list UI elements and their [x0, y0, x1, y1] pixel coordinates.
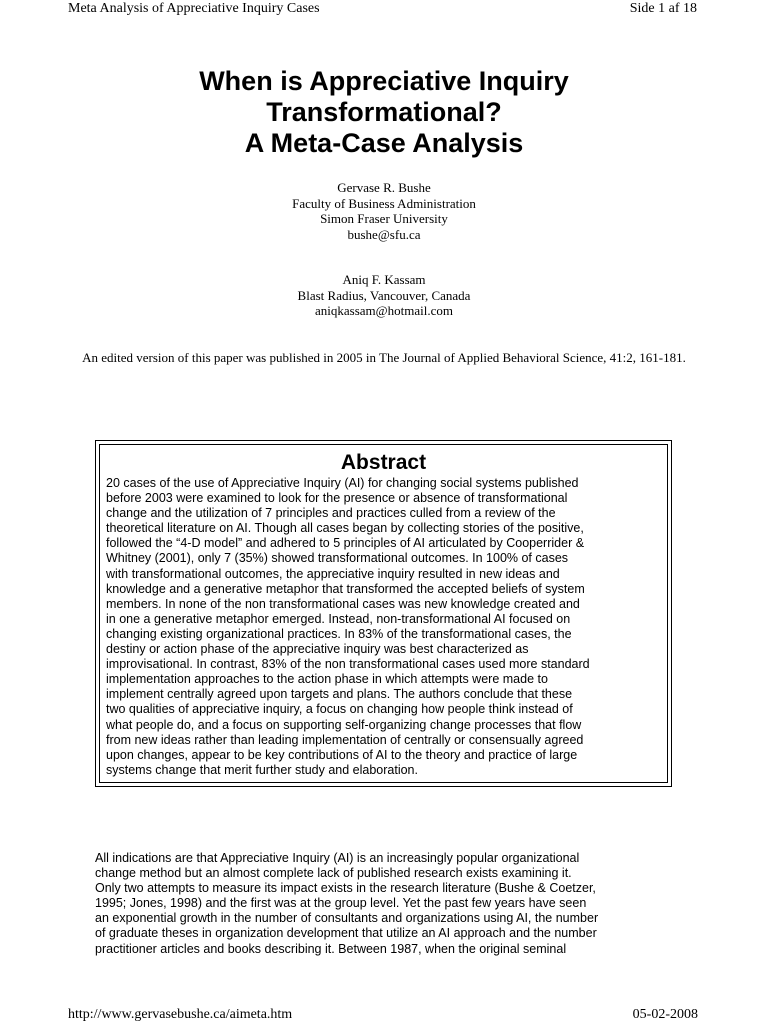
author-affiliation: Blast Radius, Vancouver, Canada [297, 287, 471, 303]
abstract-line: 20 cases of the use of Appreciative Inquiry (AI) for changing social systems published [106, 476, 579, 490]
intro-line: All indications are that Appreciative Inquiry (AI) is an increasingly popular organizational [95, 851, 580, 865]
author-affiliation: Faculty of Business Administration [292, 195, 476, 211]
abstract-line: implementation approaches to the action phase in which attempts were made to [106, 672, 548, 687]
intro-line: practitioner articles and books describing it. Between 1987, when the original seminal [95, 941, 567, 956]
author-email: bushe@sfu.ca [347, 226, 421, 242]
abstract-line: from new ideas rather than leading implementation of centrally or consensually agreed [106, 732, 584, 747]
abstract-line: theoretical literature on AI. Though all cases began by collecting stories of the positive, [106, 521, 584, 536]
abstract-line: systems change that merit further study and elaboration. [106, 762, 418, 777]
abstract-line: change and the utilization of 7 principles and practices culled from a review of the [106, 506, 556, 521]
abstract-line: with transformational outcomes, the appreciative inquiry resulted in new ideas and [106, 566, 560, 581]
abstract-line: improvisational. In contrast, 83% of the non transformational cases used more standard [106, 657, 590, 672]
author-block-1 [0, 180, 768, 242]
running-header-title: Meta Analysis of Appreciative Inquiry Cases [68, 1, 320, 16]
abstract-line: before 2003 were examined to look for the presence or absence of transformational [106, 491, 568, 506]
abstract-text [106, 476, 666, 778]
author-name: Aniq F. Kassam [342, 272, 426, 287]
intro-line: 1995; Jones, 1998) and the first was at the group level. Yet the past few years have seen [95, 896, 587, 911]
paper-title [0, 66, 768, 159]
abstract-line: two qualities of appreciative inquiry, a focus on changing how people think instead of [106, 702, 573, 717]
intro-line: an exponential growth in the number of consultants and organizations using AI, the number [95, 911, 599, 926]
author-email: aniqkassam@hotmail.com [315, 303, 453, 318]
intro-line: change method but an almost complete lack of published research exists examining it. [95, 866, 572, 881]
abstract-line: implement centrally agreed upon targets and plans. The authors conclude that these [106, 687, 573, 702]
abstract-line: followed the “4-D model” and adhered to 5 principles of AI articulated by Cooperrider & [106, 536, 585, 551]
intro-line: of graduate theses in organization development that utilize an AI approach and the number [95, 926, 597, 941]
abstract-line: knowledge and a generative metaphor that transformed the accepted beliefs of system [106, 581, 585, 596]
abstract-line: in one a generative metaphor emerged. Instead, non-transformational AI focused on [106, 611, 571, 626]
page-number-label: Side 1 af 18 [629, 1, 697, 16]
intro-line: Only two attempts to measure its impact exists in the research literature (Bushe & Coetzer, [95, 881, 596, 896]
abstract-line: Whitney (2001), only 7 (35%) showed transformational outcomes. In 100% of cases [106, 551, 569, 566]
footer-date: 05-02-2008 [632, 1007, 698, 1022]
title-line: A Meta-Case Analysis [244, 128, 524, 158]
abstract-line: members. In none of the non transformational cases was new knowledge created and [106, 596, 580, 611]
author-affiliation: Simon Fraser University [320, 211, 448, 226]
title-line: Transformational? [266, 97, 502, 127]
abstract-line: what people do, and a focus on supporting self-organizing change processes that flow [106, 717, 582, 732]
abstract-heading: Abstract [340, 451, 427, 474]
abstract-line: destiny or action phase of the appreciative inquiry was best characterized as [106, 642, 529, 657]
abstract-line: changing existing organizational practices. In 83% of the transformational cases, the [106, 626, 572, 641]
title-line: When is Appreciative Inquiry [199, 66, 569, 96]
author-name: Gervase R. Bushe [337, 180, 431, 195]
author-block-2 [0, 272, 768, 319]
publication-note: An edited version of this paper was published in 2005 in The Journal of Applied Behavioral Science, 41:2, 161-181. [82, 350, 686, 365]
abstract-line: upon changes, appear to be key contributions of AI to the theory and practice of large [106, 747, 578, 762]
intro-paragraph [95, 851, 695, 957]
footer-url: http://www.gervasebushe.ca/aimeta.htm [68, 1007, 293, 1022]
